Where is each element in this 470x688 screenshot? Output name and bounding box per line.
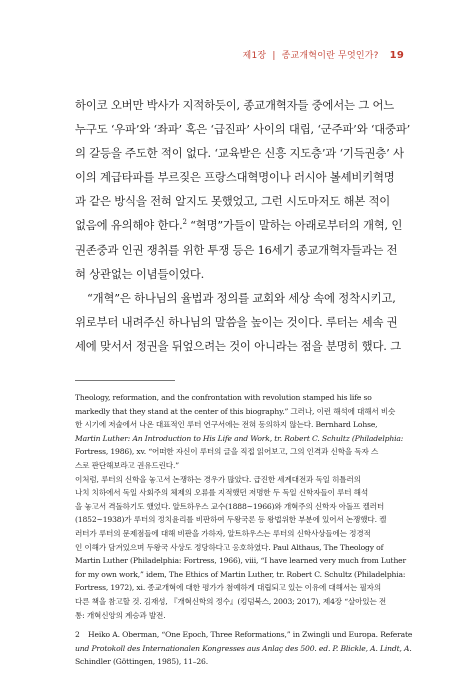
body-line-text: 없음에 유의해야 한다.	[75, 218, 183, 233]
body-line: 이의 계급타파를 부르짖은 프랑스대혁명이나 러시아 볼셰비키혁명	[75, 170, 395, 185]
footnote-line: (1852~1938)가 루터의 정치윤리를 비판하여 두왕국론 등 왕법위한 부분에 있어서 논쟁했다. 켈	[75, 515, 387, 525]
header-separator: |	[272, 51, 276, 61]
page-number: 19	[389, 50, 404, 61]
footnote-line: 통: 개혁신앙의 계승과 발전.	[75, 610, 166, 620]
footnote-line: for my own work,” idem, The Ethics of Martin Luther, tr. Robert C. Schultz (Philadelphia:	[75, 569, 406, 579]
footnote-line: Martin Luther (Philadelphia: Fortress, 1966), viii, “I have learned very much from Luther	[75, 556, 407, 566]
footnote-line: Fortress, 1986), xv. “어떠한 자신이 루터의 글을 직접 읽어보고, 그의 인격과 신학을 독자 스	[75, 447, 379, 457]
body-line: 누구도 ‘우파’와 ‘좌파’ 혹은 ‘급진파’ 사이의 대립, ‘군주파’와 ‘대중파’	[75, 122, 411, 137]
body-line: 권존중과 인권 쟁취를 위한 투쟁 등은 16세기 종교개혁자들과는 전	[75, 242, 398, 257]
footnote-line: 을 놓고서 격돌하기도 했었다. 알트하우스 교수(1888~1966)와 개혁주의 신학자 아돌프 켈러터	[75, 501, 385, 511]
footnote-1-continued	[75, 391, 405, 622]
body-text	[75, 93, 411, 358]
footnote-line: Schindler (Göttingen, 1985), 11–26.	[75, 657, 208, 667]
footnote-line: Theology, reformation, and the confrontation with revolution stamped his life so	[75, 393, 372, 402]
footnote-number: 2	[75, 630, 80, 640]
footnote-line: 이처럼, 루터의 신학을 놓고서 논쟁하는 경우가 많았다. 급진한 세계대전과 독일 히틀러의	[75, 474, 361, 484]
footnote-marker: 2	[182, 218, 187, 227]
footnote-line: 한 시기에 저술에서 나온 대표적인 루터 연구서에는 전혀 동의하지 않는다. Bernhard Lohse,	[75, 420, 378, 430]
footnote-divider	[75, 380, 175, 381]
footnote-line: 나치 치하에서 독일 사회주의 체제의 오류를 지적했던 저명한 두 독일 신학자들이 루터 해석	[75, 488, 369, 498]
running-header	[243, 48, 404, 61]
footnote-line: 스로 판단해보라고 권유드린다.”	[75, 460, 179, 470]
footnote-line: und Protokoll des Internationalen Kongresses aus Anlaç des 500. ed. P. Blickle, A. Lindt, A.	[75, 643, 412, 653]
chapter-number: 제1장	[242, 51, 267, 61]
body-line: 과 같은 방식을 전혀 알지도 못했었고, 그런 시도마저도 해본 적이	[75, 194, 391, 209]
body-line-text: “혁명”가들이 말하는 아래로부터의 개혁, 인	[186, 218, 403, 233]
body-line: 의 갈등을 주도한 적이 없다. ‘교육받은 신흥 지도층’과 ‘기득권층’ 사	[75, 146, 404, 161]
footnote-line: Fortress, 1972), xi. 종교개혁에 대한 평가가 첨예하게 대립되고 있는 이유에 대해서는 필자의	[75, 583, 382, 593]
footnotes	[75, 391, 413, 669]
footnote-line	[75, 628, 413, 642]
body-line: 세에 맞서서 정권을 뒤엎으려는 것이 아니라는 점을 분명히 했다. 그	[75, 338, 401, 353]
footnote-line: Martin Luther: An Introduction to His Life and Work, tr. Robert C. Schultz (Philadelphia:	[75, 433, 404, 443]
footnote-2	[75, 628, 413, 669]
footnote-line: 인 이해가 담겨있으며 두왕국 사상도 정당하다고 옹호하였다. Paul Althaus, The Theology of	[75, 542, 384, 552]
body-line: “개혁”은 하나님의 율법과 정의를 교회와 세상 속에 정착시키고,	[87, 290, 396, 305]
footnote-line: 러터가 루터의 문제점들에 대해 비판을 가하자, 알트하우스는 루터의 신학사상들에는 정경적	[75, 528, 371, 538]
footnote-line: markedly that they stand at the center of this biography.” 그러나, 이런 해석에 대해서 비슷	[75, 406, 396, 416]
footnote-line: 다른 책을 참고할 것. 김재성, 『개혁신학의 정수』(킹덤북스, 2003; 2017), 제4장 “살아있는 전	[75, 596, 387, 606]
footnote-text: Heiko A. Oberman, “One Epoch, Three Reformations,” in Zwingli und Europa. Referate	[88, 630, 413, 640]
chapter-title: 종교개혁이란 무엇인가?	[281, 51, 379, 61]
body-line: 혀 상관없는 이념들이었다.	[75, 266, 205, 281]
body-line	[75, 213, 401, 237]
body-line: 위로부터 내려주신 하나님의 말씀을 높이는 것이다. 루터는 세속 권	[75, 314, 398, 329]
body-line: 하이코 오버만 박사가 지적하듯이, 종교개혁자들 중에서는 그 어느	[75, 98, 395, 112]
